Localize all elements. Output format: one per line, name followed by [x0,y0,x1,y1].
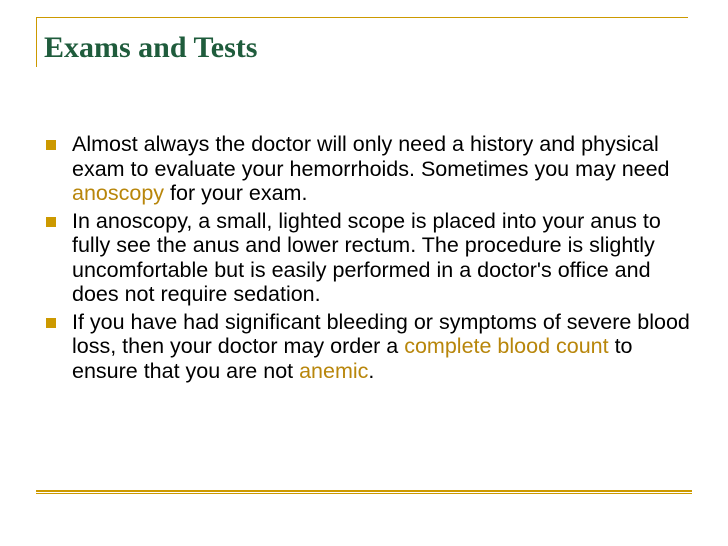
bullet-3-text-middle: to ensure that you are not [72,334,633,383]
bullet-1-text-after: for your exam. [164,181,308,205]
bullet-1-text-before: Almost always the doctor will only need a history and physical exam to evaluate your hemorrhoids. Sometimes you may need [72,132,670,181]
square-bullet-icon [46,217,56,227]
slide-title: Exams and Tests [44,31,258,64]
bullet-2-text: In anoscopy, a small, lighted scope is placed into your anus to fully see the anus and lower rectum. The procedure is slightly uncomfortable but is easily performed in a doctor's office and does not require sedation. [72,208,661,306]
bullet-item-2 [44,209,692,307]
complete-blood-count-link[interactable]: complete blood count [404,334,609,358]
bullet-3-text-after: . [368,358,375,383]
top-divider [36,17,688,18]
anoscopy-link[interactable]: anoscopy [72,181,165,205]
anemic-link[interactable]: anemic [299,358,369,383]
square-bullet-icon [46,318,56,328]
bullet-item-1 [44,132,692,206]
bullet-3-text-before: If you have had significant bleeding or symptoms of severe blood loss, then your doctor may order a [72,309,690,358]
left-accent-line [36,17,37,67]
bullet-item-3 [44,310,692,384]
bullet-list [44,132,692,383]
bottom-divider [36,490,692,494]
square-bullet-icon [46,140,56,150]
